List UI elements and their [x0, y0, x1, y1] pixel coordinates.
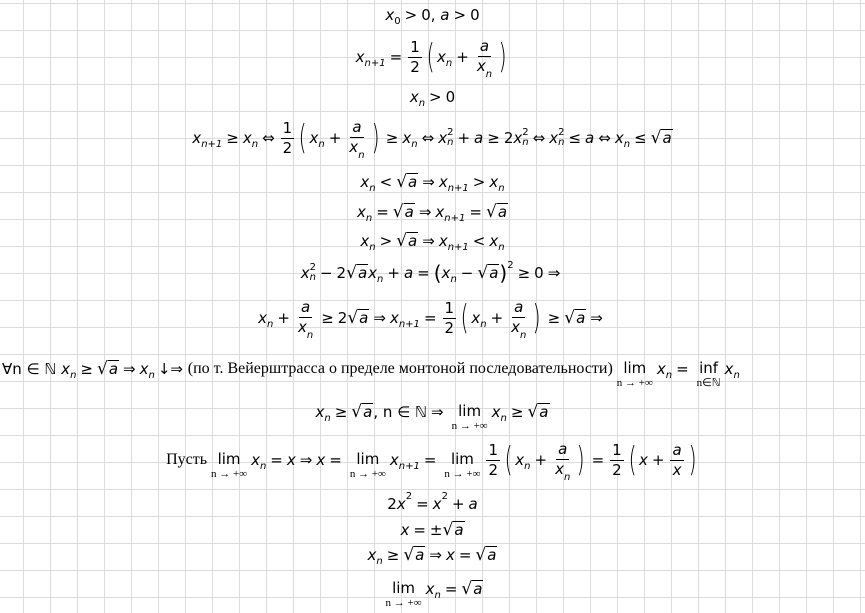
var-x: x — [385, 6, 395, 24]
line-16-final-limit: lim n → +∞ x n = √ a — [385, 579, 483, 609]
fraction-a-over-xn: $\frac{a}{x_n}$ — [476, 36, 493, 80]
forall-n: ∀n ∈ ℕ — [2, 360, 57, 378]
line-15-choose-root: x n ≥ √ a ⇒ x = √ a — [367, 545, 497, 567]
line-6-equal-case: x n = √ a ⇒ x n+1 = √ a — [356, 202, 508, 224]
line-4-monotonic-condition: x n+1 ≥ x n ⇔ $\frac{1}{2}$ ( x n + $\frac{a}{x_n}$ ) ≥ x n ⇔ x 2 n + a ≥ 2 x 2 n ⇔ x 2 n ≤ a ⇔ x n ≤ √ a — [192, 117, 672, 161]
var-x: x — [355, 48, 365, 66]
zero: 0 — [470, 6, 480, 24]
line-12-limit-equation: Пусть lim n → +∞ x n = x ⇒ x = lim n → +∞ x n+1 = lim n → +∞ $\frac{1}{2}$ ( x n + $\frac{a}{x_n}$ ) = $\frac{1}{2}$ ( x + $\frac{a}{x}$ ) — [166, 439, 697, 483]
line-9-lower-bound: x n + $\frac{a}{x_n}$ ≥ 2 √ a ⇒ x n+1 = $\frac{1}{2}$ ( x n + $\frac{a}{x_n}$ ) ≥ √ a ⇒ — [258, 297, 603, 341]
line-7-greater-case: x n > √ a ⇒ x n+1 < x n — [360, 231, 505, 253]
line-11-limit-bound: x n ≥ √ a , n ∈ ℕ ⇒ lim n → +∞ x n ≥ √ a — [315, 402, 549, 432]
line-8-square-identity: x 2 n − 2 √ a x n + a = ( x n − √ a ) 2 ≥ 0 ⇒ — [300, 259, 561, 285]
let-label: Пусть — [166, 451, 208, 468]
line-1-initial-conditions: x 0 > 0 , a > 0 — [385, 6, 480, 27]
line-2-recurrence: x n+1 = $\frac{1}{2}$ ( x n + $\frac{a}{x_n}$ ) — [355, 36, 507, 80]
fraction-one-half: $\frac{1}{2}$ — [410, 37, 420, 76]
line-10-weierstrass: ∀n ∈ ℕ x n ≥ √ a ⇒ x n ↓⇒ (по т. Вейерштрасса о пределе монтоной последовательности) lim n → +∞ x n = inf n∈ℕ x n — [2, 359, 740, 389]
var-a: a — [440, 6, 450, 24]
line-13-quadratic: 2 x 2 = x 2 + a — [387, 490, 478, 513]
sub-0: 0 — [394, 15, 401, 27]
weierstrass-note: (по т. Вейерштрасса о пределе монтоной последовательности) — [187, 360, 613, 377]
sqrt-a: √ a — [650, 128, 672, 148]
line-5-less-case: x n < √ a ⇒ x n+1 > x n — [360, 172, 505, 194]
sub-n-plus-1: n+1 — [364, 57, 386, 69]
line-14-roots: x = ± √ a — [400, 520, 464, 540]
line-3-positive: x n > 0 — [409, 88, 456, 109]
zero: 0 — [421, 6, 431, 24]
